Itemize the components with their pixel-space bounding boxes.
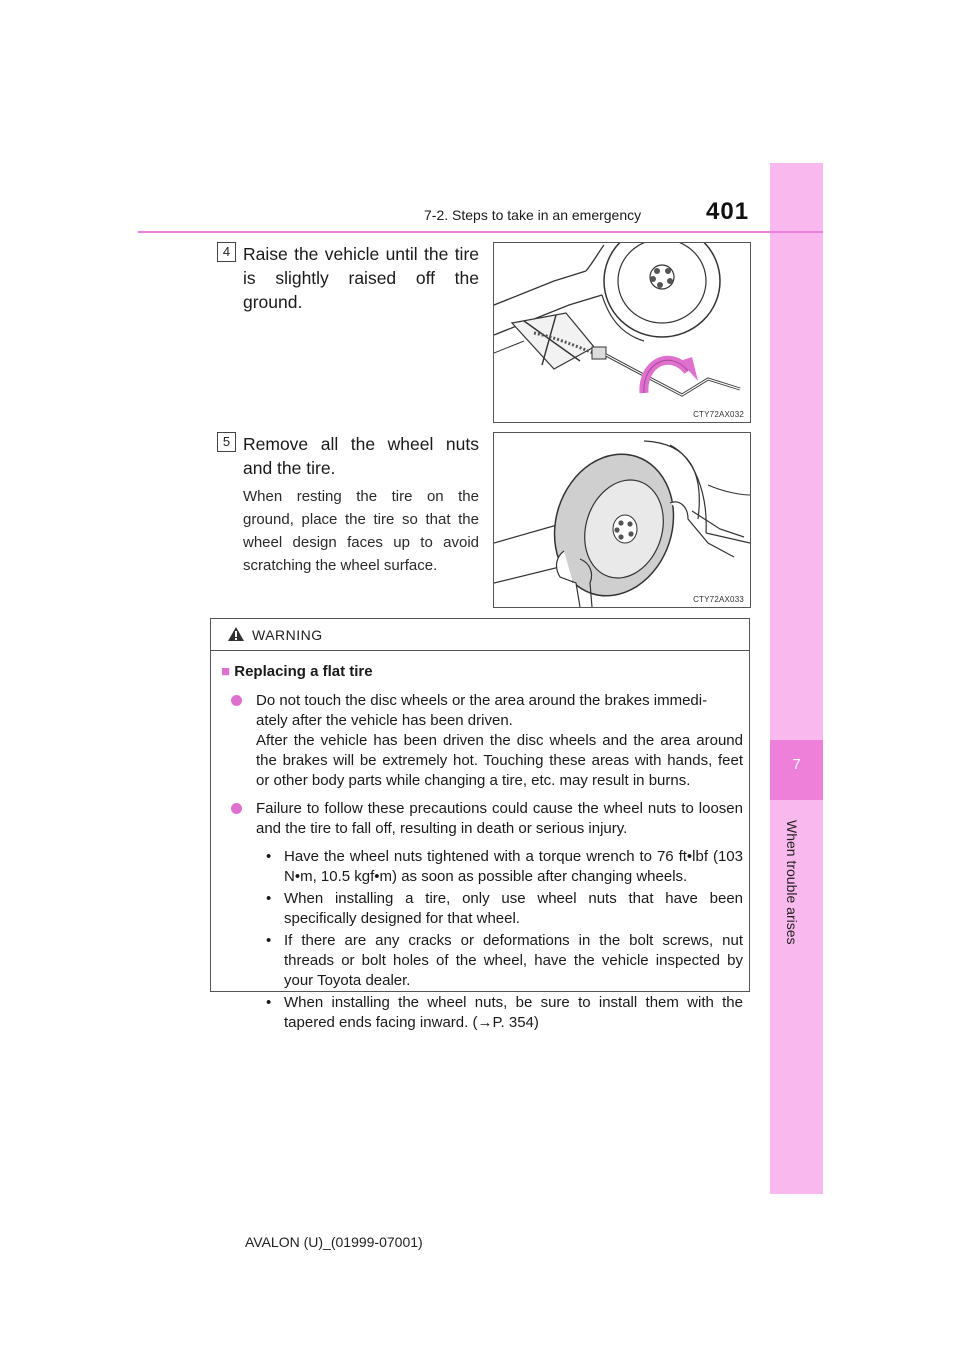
square-bullet-icon: ■ (221, 663, 231, 680)
warning-sub-bullet-text: When installing a tire, only use wheel nuts that have been specifically designed for that wheel. (284, 890, 743, 927)
sub-bullet-marker: • (266, 994, 272, 1011)
jack-raise-figure (493, 242, 751, 423)
footer-model-code: AVALON (U)_(01999-07001) (245, 1234, 423, 1250)
figure-code: CTY72AX032 (693, 410, 744, 419)
sub-bullet-marker: • (266, 848, 272, 865)
warning-bullet-text: Failure to follow these precautions could cause the wheel nuts to loosen and the tire to fall off, resulting in death or serious injury. (256, 800, 743, 837)
section-title: 7-2. Steps to take in an emergency (424, 207, 642, 223)
step-number-box: 5 (217, 432, 236, 452)
sub-bullet-marker: • (266, 932, 272, 949)
warning-heading-text: Replacing a flat tire (234, 663, 373, 680)
chapter-title: When trouble arises (784, 820, 800, 945)
warning-sub-bullet-text: When installing the wheel nuts, be sure to install them with the tapered ends facing inward. (→P. 354) (284, 994, 743, 1031)
step-number-box: 4 (217, 242, 236, 262)
warning-box (210, 618, 750, 1031)
step-text: Raise the vehicle until the tire is slightly raised off the ground. (243, 244, 479, 312)
warning-label: WARNING (252, 627, 323, 643)
warning-header (211, 619, 749, 651)
warning-sub-bullet (266, 847, 743, 887)
chapter-side-tab (770, 163, 823, 1194)
step-text: Remove all the wheel nuts and the tire. (243, 434, 479, 478)
warning-sub-bullet-text: If there are any cracks or deformations in the bolt screws, nut threads or bolt holes of the wheel, have the vehicle inspected by your Toyota dealer. (284, 932, 743, 989)
step-note: When resting the tire on the ground, place the tire so that the wheel design faces up to avoid scratching the wheel surface. (243, 488, 479, 574)
tire-removal-illustration (494, 433, 750, 607)
figure-code: CTY72AX033 (693, 595, 744, 604)
chapter-number: 7 (792, 756, 801, 773)
warning-bullet (231, 799, 743, 839)
warning-sub-bullet (266, 931, 743, 991)
warning-sub-bullet (266, 889, 743, 929)
warning-bullet-text: Do not touch the disc wheels or the area around the brakes immedi- ately after the vehicle has been driven. After the vehicle has been driven the disc wheels and the area around the brakes will be extremely hot. Touching these areas with hands, feet or other body parts while changing a tire, etc. may result in burns. (256, 692, 743, 789)
header-rule (138, 231, 823, 233)
bullet-dot-icon (231, 803, 242, 814)
warning-sub-bullet (266, 993, 743, 1033)
warning-bullet (231, 691, 743, 791)
warning-sub-bullet-text: Have the wheel nuts tightened with a torque wrench to 76 ft•lbf (103 N•m, 10.5 kgf•m) as soon as possible after changing wheels. (284, 848, 743, 885)
warning-heading (221, 663, 373, 680)
sub-bullet-marker: • (266, 890, 272, 907)
tire-removal-figure (493, 432, 751, 608)
bullet-dot-icon (231, 695, 242, 706)
jack-illustration (494, 243, 750, 422)
warning-continuation: After the vehicle has been driven the disc wheels and the area around the brakes will be extremely hot. Touching these areas with hands, feet or other body parts while changing a tire, etc. may result in burns. (256, 732, 743, 789)
page-number: 401 (706, 198, 750, 225)
warning-triangle-icon (227, 626, 245, 642)
